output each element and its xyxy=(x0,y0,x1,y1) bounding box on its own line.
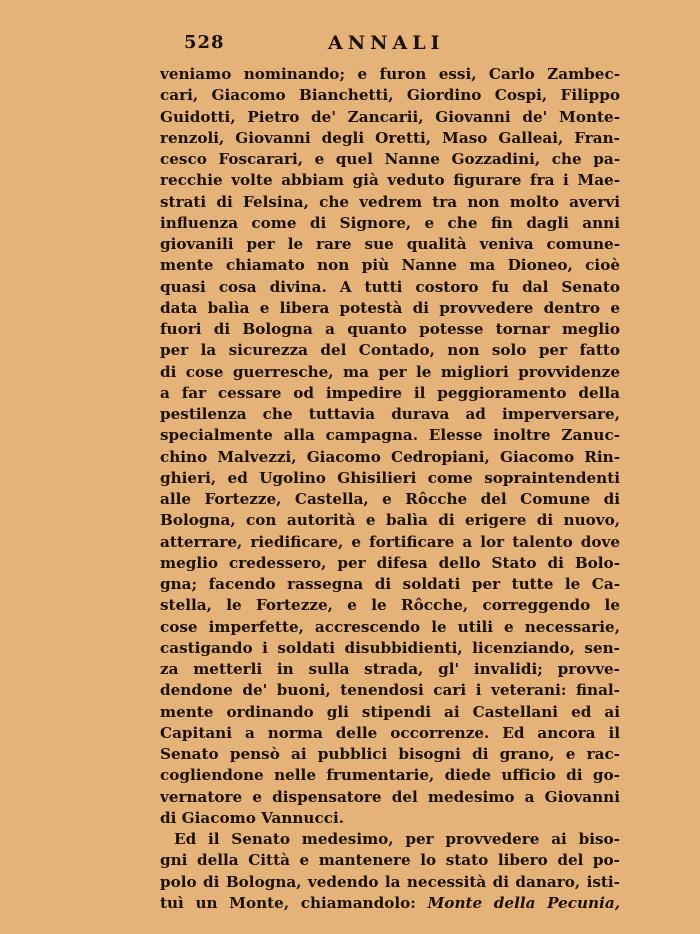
text-line: vernatore e dispensatore del medesimo a Giovanni xyxy=(160,787,620,806)
text-line: strati di Felsina, che vedrem tra non molto avervi xyxy=(160,192,620,211)
text-line: veniamo nominando; e furon essi, Carlo Zambec- xyxy=(160,65,620,83)
italic-title: Monte della Pecunia, xyxy=(427,893,620,912)
text-line: Senato pensò ai pubblici bisogni di grano, e rac- xyxy=(160,745,620,763)
text-line: chino Malvezzi, Giacomo Cedropiani, Giacomo Rin- xyxy=(160,447,620,466)
body-text xyxy=(160,64,620,914)
text-line: Ed il Senato medesimo, per provvedere ai biso- xyxy=(174,830,620,848)
text-line: renzoli, Giovanni degli Oretti, Maso Galleai, Fran- xyxy=(160,128,620,147)
text-line: gni della Città e mantenere lo stato libero del po- xyxy=(160,851,620,870)
text-line: specialmente alla campagna. Elesse inoltre Zanuc- xyxy=(160,426,620,445)
text-line: data balìa e libera potestà di provvedere dentro e xyxy=(160,298,620,317)
text-line-start: tuì un Monte, chiamandolo: xyxy=(160,893,416,912)
text-line: giovanili per le rare sue qualità veniva comune- xyxy=(160,235,620,253)
text-line: polo di Bologna, vedendo la necessità di danaro, isti- xyxy=(160,872,620,891)
text-line: atterrare, riedificare, e fortificare a lor talento dove xyxy=(160,532,620,551)
text-line: Bologna, con autorità e balìa di erigere di nuovo, xyxy=(160,511,620,530)
text-line: recchie volte abbiam già veduto figurare fra i Mae- xyxy=(160,171,620,190)
text-line: cesco Foscarari, e quel Nanne Gozzadini, che pa- xyxy=(160,150,620,168)
text-line: di Giacomo Vannucci. xyxy=(160,808,345,827)
text-line-final xyxy=(160,893,620,914)
text-line: fuori di Bologna a quanto potesse tornar meglio xyxy=(160,320,620,338)
text-line: castigando i soldati disubbidienti, licenziando, sen- xyxy=(160,638,620,657)
text-line: mente chiamato non più Nanne ma Dioneo, cioè xyxy=(160,256,620,275)
text-line: cari, Giacomo Bianchetti, Giordino Cospi, Filippo xyxy=(160,86,620,105)
text-line: ghieri, ed Ugolino Ghisilieri come sopraintendenti xyxy=(160,468,620,487)
text-line: quasi cosa divina. A tutti costoro fu dal Senato xyxy=(160,277,620,296)
text-line: pestilenza che tuttavia durava ad imperversare, xyxy=(160,405,620,423)
text-line: mente ordinando gli stipendi ai Castellani ed ai xyxy=(160,702,620,721)
text-line: influenza come di Signore, e che fin dagli anni xyxy=(160,213,620,232)
text-line: alle Fortezze, Castella, e Rôcche del Comune di xyxy=(160,490,620,508)
running-head xyxy=(160,32,620,56)
running-title: ANNALI xyxy=(328,32,445,54)
text-line: stella, le Fortezze, e le Rôcche, correggendo le xyxy=(160,596,620,615)
text-line: a far cessare od impedire il peggioramento della xyxy=(160,383,620,402)
text-line: per la sicurezza del Contado, non solo per fatto xyxy=(160,341,620,360)
text-line: Guidotti, Pietro de' Zancarii, Giovanni de' Monte- xyxy=(160,107,620,126)
page-number: 528 xyxy=(184,32,225,53)
text-line: di cose guerresche, ma per le migliori provvidenze xyxy=(160,362,620,381)
text-line: gna; facendo rassegna di soldati per tutte le Ca- xyxy=(160,575,620,593)
text-line: meglio credessero, per difesa dello Stato di Bolo- xyxy=(160,553,620,572)
text-line: Capitani a norma delle occorrenze. Ed ancora il xyxy=(160,723,620,742)
text-line: cogliendone nelle frumentarie, diede ufficio di go- xyxy=(160,766,620,785)
text-line: za metterli in sulla strada, gl' invalidi; provve- xyxy=(160,660,620,678)
text-line: cose imperfette, accrescendo le utili e necessarie, xyxy=(160,617,620,636)
text-line: dendone de' buoni, tenendosi cari i veterani: final- xyxy=(160,681,620,700)
